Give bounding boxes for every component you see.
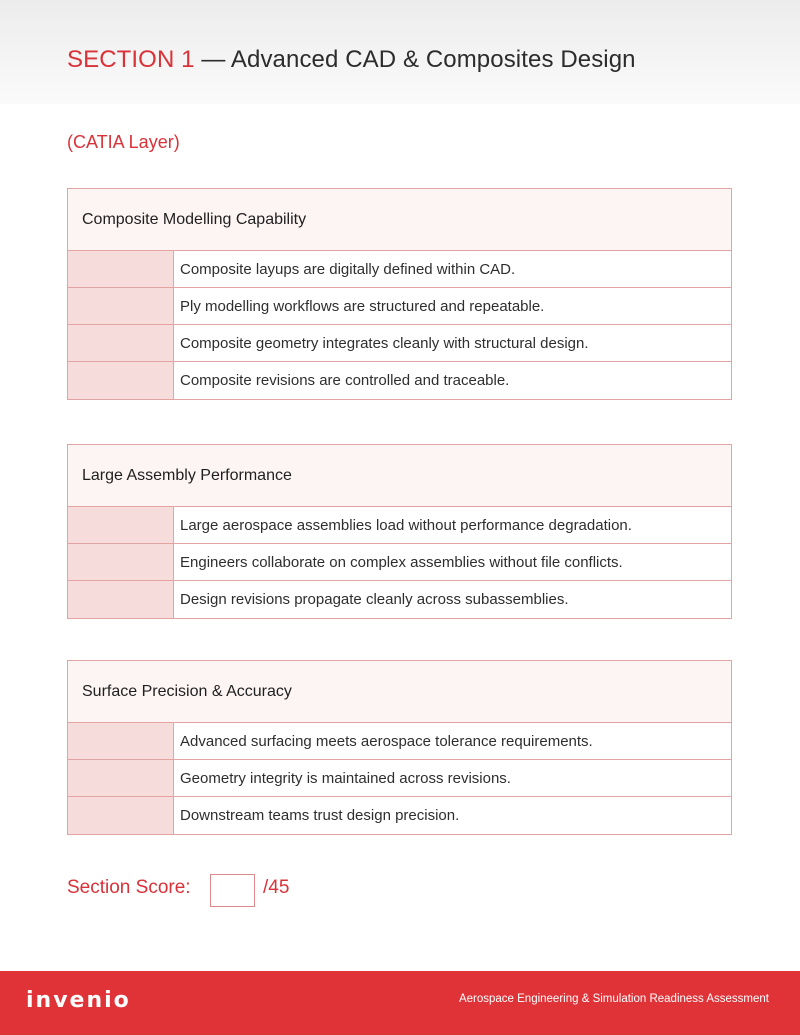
section-score-input[interactable]	[210, 874, 255, 907]
block-title: Large Assembly Performance	[68, 445, 731, 507]
page-title	[67, 46, 636, 74]
section-title: — Advanced CAD & Composites Design	[194, 46, 636, 73]
footer-bar	[0, 971, 800, 1035]
assessment-row	[68, 251, 731, 288]
score-input-cell[interactable]	[68, 507, 174, 543]
brand-logo: invenio	[26, 988, 131, 1013]
assessment-statement: Engineers collaborate on complex assemblies without file conflicts.	[180, 553, 623, 571]
assessment-statement: Composite layups are digitally defined within CAD.	[180, 260, 516, 278]
score-input-cell[interactable]	[68, 325, 174, 361]
assessment-statement: Large aerospace assemblies load without performance degradation.	[180, 516, 632, 534]
assessment-row	[68, 325, 731, 362]
score-input-cell[interactable]	[68, 723, 174, 759]
assessment-row	[68, 581, 731, 618]
score-input-cell[interactable]	[68, 288, 174, 324]
block-title: Composite Modelling Capability	[68, 189, 731, 251]
footer-tagline: Aerospace Engineering & Simulation Readiness Assessment	[458, 993, 769, 1005]
block-title: Surface Precision & Accuracy	[68, 661, 731, 723]
section-score-label: Section Score:	[67, 877, 191, 898]
assessment-row	[68, 797, 731, 834]
score-input-cell[interactable]	[68, 760, 174, 796]
assessment-row	[68, 362, 731, 399]
assessment-statement: Composite revisions are controlled and traceable.	[180, 372, 510, 389]
score-input-cell[interactable]	[68, 581, 174, 618]
score-input-cell[interactable]	[68, 251, 174, 287]
assessment-statement: Advanced surfacing meets aerospace tolerance requirements.	[180, 732, 593, 750]
assessment-statement: Geometry integrity is maintained across revisions.	[180, 769, 511, 787]
assessment-row	[68, 760, 731, 797]
page-subtitle: (CATIA Layer)	[67, 132, 180, 152]
assessment-row	[68, 544, 731, 581]
assessment-statement: Ply modelling workflows are structured and repeatable.	[180, 297, 545, 315]
assessment-row	[68, 507, 731, 544]
assessment-statement: Design revisions propagate cleanly across subassemblies.	[180, 591, 569, 608]
score-input-cell[interactable]	[68, 544, 174, 580]
assessment-block-surface-precision	[67, 660, 732, 835]
section-number: SECTION 1	[67, 46, 195, 73]
assessment-block-composite-modelling	[67, 188, 732, 400]
score-input-cell[interactable]	[68, 797, 174, 834]
assessment-statement: Downstream teams trust design precision.	[180, 807, 460, 824]
assessment-row	[68, 288, 731, 325]
score-input-cell[interactable]	[68, 362, 174, 399]
assessment-block-large-assembly	[67, 444, 732, 619]
assessment-row	[68, 723, 731, 760]
section-score-max: /45	[263, 877, 290, 898]
assessment-statement: Composite geometry integrates cleanly with structural design.	[180, 334, 589, 352]
